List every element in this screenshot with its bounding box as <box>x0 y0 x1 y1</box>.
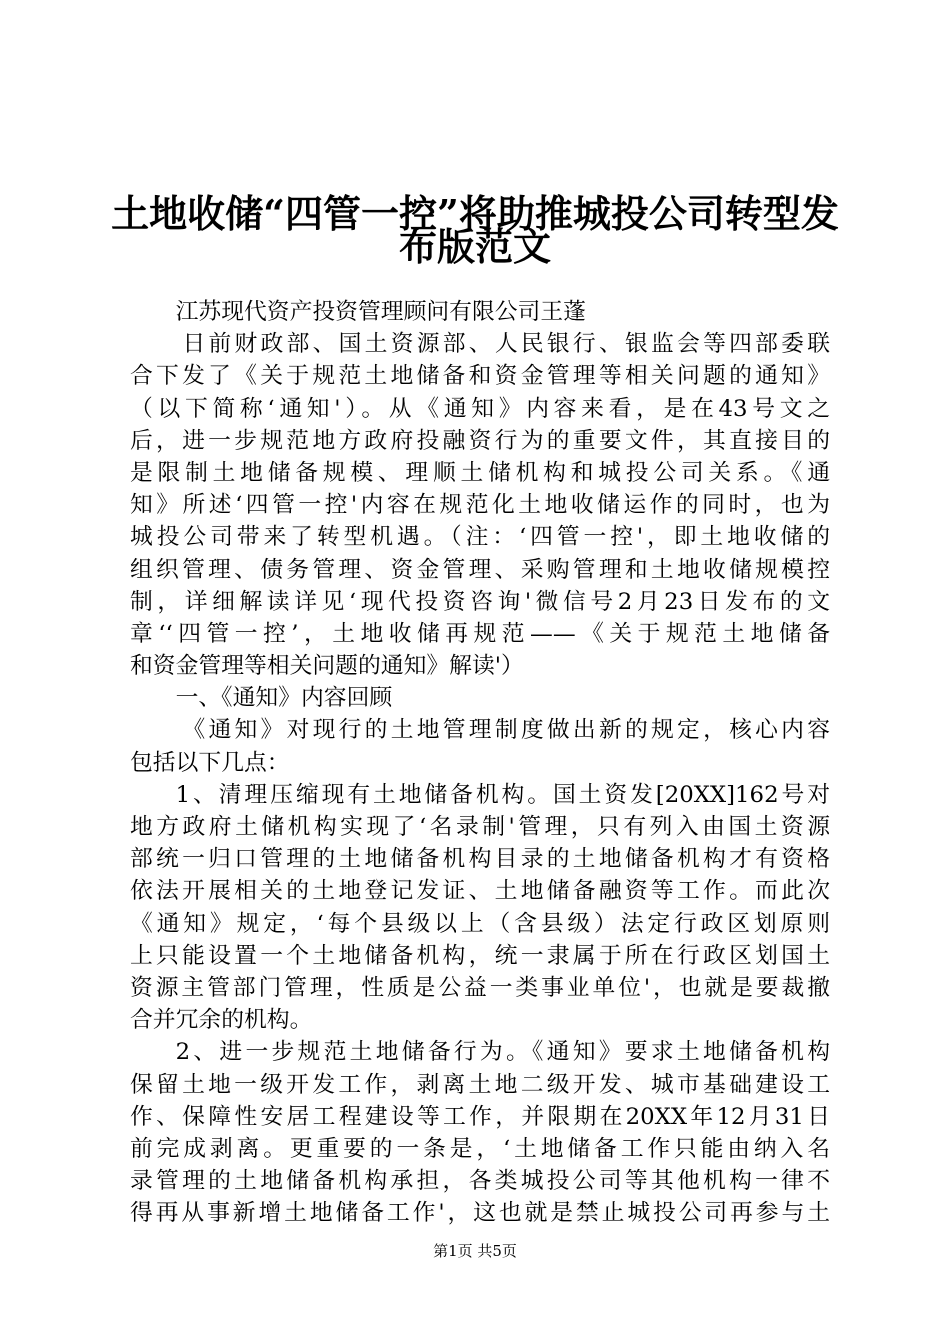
body-line: 是限制土地储备规模、理顺土储机构和城投公司关系。《通 <box>130 459 830 486</box>
body-line: 后，进一步规范地方政府投融资行为的重要文件，其直接目的 <box>130 427 830 454</box>
body-line: 组织管理、债务管理、资金管理、采购管理和土地收储规模控 <box>130 556 830 583</box>
body-line: 作、保障性安居工程建设等工作，并限期在20XX年12月31日 <box>130 1103 830 1130</box>
document-title-line-2: 布版范文 <box>398 224 551 269</box>
body-line: 录管理的土地储备机构承担，各类城投公司等其他机构一律不 <box>130 1168 830 1195</box>
body-line: 知》所述‘四管一控'内容在规范化土地收储运作的同时，也为 <box>130 492 830 519</box>
body-line: 《通知》对现行的土地管理制度做出新的规定，核心内容 <box>182 717 830 744</box>
page-footer: 第1页 共5页 <box>433 1242 517 1260</box>
body-line: 地方政府土储机构实现了‘名录制'管理，只有列入由国土资源 <box>130 814 830 840</box>
body-line: 章‘‘四管一控’，土地收储再规范——《关于规范土地储备 <box>130 620 830 647</box>
body-line: 《通知》规定，‘每个县级以上（含县级）法定行政区划原则 <box>130 910 830 937</box>
document-body <box>130 296 830 1229</box>
body-line: 制，详细解读详见‘现代投资咨询'微信号2月23日发布的文 <box>130 588 830 615</box>
body-line: 得再从事新增土地储备工作'，这也就是禁止城投公司再参与土 <box>130 1200 830 1227</box>
document-title-line-1: 土地收储“四管一控”将助推城投公司转型发 <box>111 191 839 236</box>
body-line: 资源主管部门管理，性质是公益一类事业单位'，也就是要裁撤 <box>130 974 830 1001</box>
body-line: 江苏现代资产投资管理顾问有限公司王蓬 <box>175 299 586 325</box>
body-line: 和资金管理等相关问题的通知》解读'） <box>130 653 524 680</box>
body-line: 部统一归口管理的土地储备机构目录的土地储备机构才有资格 <box>130 846 830 873</box>
body-line: 合下发了《关于规范土地储备和资金管理等相关问题的通知》 <box>130 363 830 390</box>
body-line: 日前财政部、国土资源部、人民银行、银监会等四部委联 <box>182 331 830 358</box>
body-line: 2、进一步规范土地储备行为。《通知》要求土地储备机构 <box>175 1039 830 1066</box>
body-line: 上只能设置一个土地储备机构，统一隶属于所在行政区划国土 <box>130 942 830 969</box>
body-line: 保留土地一级开发工作，剥离土地二级开发、城市基础建设工 <box>130 1071 830 1098</box>
body-line: 前完成剥离。更重要的一条是，‘土地储备工作只能由纳入名 <box>130 1135 830 1162</box>
body-line: 合并冗余的机构。 <box>130 1007 313 1034</box>
body-line: （以下简称‘通知'）。从《通知》内容来看，是在43号文之 <box>130 395 830 422</box>
body-line: 包括以下几点： <box>130 749 290 776</box>
body-line: 1、清理压缩现有土地储备机构。国土资发[20XX]162号对 <box>175 781 830 808</box>
body-line: 依法开展相关的土地登记发证、土地储备融资等工作。而此次 <box>130 878 830 905</box>
body-line: 城投公司带来了转型机遇。（注：‘四管一控'，即土地收储的 <box>130 524 830 551</box>
body-line: 一、《通知》内容回顾 <box>175 685 393 712</box>
